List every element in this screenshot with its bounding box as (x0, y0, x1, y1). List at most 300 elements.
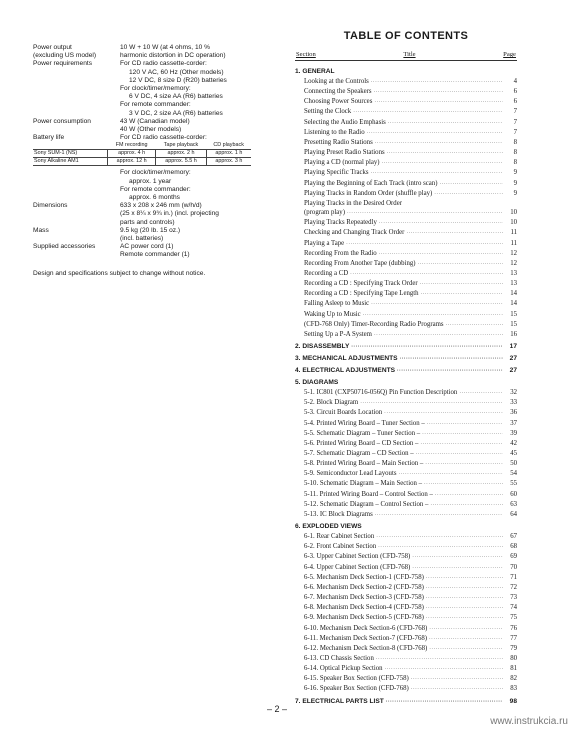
toc-sections (295, 67, 517, 707)
battery-table-cell: approx. 5.5 h (156, 158, 206, 166)
toc-section (295, 522, 517, 695)
toc-entry (295, 459, 517, 469)
toc-leader (388, 119, 503, 128)
toc-entry-title: (CFD-768 Only) Timer-Recording Radio Programs (304, 320, 444, 328)
toc-entry-page: 14 (510, 290, 517, 298)
toc-entry (295, 613, 517, 623)
toc-entry-title: 5-10. Schematic Diagram – Main Section – (304, 480, 422, 488)
toc-leader (412, 564, 503, 573)
toc-entry (295, 552, 517, 562)
toc-section (295, 366, 517, 376)
toc-entry (295, 310, 517, 320)
spec-value-line: 12 V DC, 8 size D (R20) batteries (129, 76, 227, 84)
toc-leader (421, 290, 503, 299)
spec-value-line: For CD radio cassette-corder: (120, 60, 207, 68)
toc-entry (295, 644, 517, 654)
toc-entry-page: 79 (510, 644, 517, 652)
spec-row (33, 44, 283, 52)
toc-title: TABLE OF CONTENTS (343, 30, 469, 42)
spec-row (33, 243, 283, 259)
spec-value-line: harmonic distortion in DC operation) (120, 52, 226, 60)
toc-entry-page: 7 (513, 118, 517, 126)
toc-entry-page: 16 (510, 330, 517, 338)
toc-entry-page: 74 (510, 604, 517, 612)
spec-label: (excluding US model) (33, 52, 97, 60)
spec-value-line: 10 W + 10 W (at 4 ohms, 10 % (120, 44, 210, 51)
spec-value-line: For remote commander: (120, 101, 191, 109)
toc-leader (374, 88, 503, 97)
toc-entry-page: 82 (510, 675, 517, 683)
toc-column-headers (295, 51, 517, 61)
toc-entry (295, 269, 517, 279)
toc-entry-title: Playing Specific Tracks (304, 169, 369, 177)
toc-entry (295, 674, 517, 684)
spec-value-line: For remote commander: (120, 185, 191, 193)
toc-section (295, 697, 517, 707)
toc-entry-title: 5-9. Semiconductor Lead Layouts (304, 470, 397, 478)
toc-entry (295, 439, 517, 449)
toc-leader (367, 129, 503, 138)
spec-label: Dimensions (33, 202, 68, 210)
toc-entry-title: 5-13. IC Block Diagrams (304, 510, 373, 518)
spec-rows (33, 44, 283, 142)
toc-leader (385, 665, 503, 674)
toc-entry-page: 54 (510, 470, 517, 478)
page-number: – 2 – (266, 704, 288, 714)
toc-entry-title: Choosing Power Sources (304, 98, 373, 106)
toc-entry-page: 6 (513, 88, 517, 96)
battery-table-cell: approx. 3 h (206, 158, 251, 166)
toc-entry-title: Selecting the Audio Emphasis (304, 118, 386, 126)
toc-leader (375, 139, 503, 148)
spec-value-line: 120 V AC, 60 Hz (Other models) (129, 68, 224, 76)
toc-entry-page: 10 (510, 209, 517, 217)
toc-entry-page: 42 (510, 439, 517, 447)
toc-leader (399, 470, 504, 479)
toc-entry-title: Recording a CD (304, 269, 349, 277)
toc-entry-title: 5-6. Printed Wiring Board – CD Section – (304, 439, 419, 447)
toc-entry-title: 5-2. Block Diagram (304, 399, 359, 407)
toc-entry-page: 10 (510, 219, 517, 227)
toc-leader (426, 604, 503, 613)
toc-entry-title: 5-5. Schematic Diagram – Tuner Section – (304, 429, 421, 437)
spec-label (33, 169, 120, 202)
toc-section-page: 27 (509, 367, 517, 375)
battery-table-cell: approx. 4 h (108, 150, 156, 158)
toc-leader (424, 480, 503, 489)
battery-table-row (33, 150, 251, 158)
spec-row (33, 52, 283, 60)
toc-entry (295, 168, 517, 178)
toc-entry-page: 33 (510, 399, 517, 407)
toc-entry-title: Checking and Changing Track Order (304, 229, 405, 237)
toc-entry (295, 330, 517, 340)
toc-entry-title: 6-4. Upper Cabinet Section (CFD-768) (304, 563, 411, 571)
toc-entry-title: Setting Up a P-A System (304, 330, 372, 338)
battery-table-cell: Sony Alkaline AM1 (33, 158, 108, 166)
toc-entry (295, 107, 517, 117)
spec-value-line: 633 x 208 x 246 mm (w/h/d) (120, 202, 202, 210)
toc-section-page: 98 (509, 697, 517, 705)
toc-entry-title: Playing a Tape (304, 239, 345, 247)
spec-value-line: approx. 6 months (129, 194, 180, 202)
toc-section-title (295, 354, 517, 364)
toc-section-label: 7. ELECTRICAL PARTS LIST (295, 697, 384, 705)
toc-entry (295, 449, 517, 459)
battery-table-cell: approx. 2 h (156, 150, 206, 158)
spec-value-line: 9.5 kg (20 lb. 15 oz.) (120, 226, 181, 234)
toc-leader (353, 108, 503, 117)
toc-entry-page: 50 (510, 460, 517, 468)
toc-entry-title: 6-1. Rear Cabinet Section (304, 533, 375, 541)
spec-row (33, 169, 283, 202)
toc-leader (375, 511, 503, 520)
specifications-block (33, 44, 283, 278)
spec-values (120, 44, 283, 52)
spec-label: Mass (33, 226, 49, 234)
toc-entry-page: 80 (510, 654, 517, 662)
toc-entry-page: 71 (510, 573, 517, 581)
toc-leader (347, 209, 503, 218)
toc-entry-page: 13 (510, 269, 517, 277)
toc-entry-page: 55 (510, 480, 517, 488)
toc-entry-title: Connecting the Speakers (304, 88, 372, 96)
toc-entry (295, 320, 517, 330)
toc-entry-page: 11 (510, 239, 517, 247)
toc-entry (295, 654, 517, 664)
toc-entry-page: 14 (510, 300, 517, 308)
spec-label: Power requirements (33, 60, 93, 68)
toc-entry-page: 7 (513, 108, 517, 116)
toc-leader (411, 675, 503, 684)
toc-section-page: 17 (509, 343, 517, 351)
toc-entry-title: Playing Tracks in the Desired Order (304, 199, 402, 207)
spec-value-line: 6 V DC, 4 size AA (R6) batteries (129, 93, 223, 101)
toc-leader (429, 635, 503, 644)
toc-leader (374, 98, 503, 107)
toc-entry (295, 148, 517, 158)
toc-entry (295, 388, 517, 398)
toc-entry-title: Recording From the Radio (304, 249, 377, 257)
toc-entry-page: 69 (510, 553, 517, 561)
spec-value-line: (incl. batteries) (120, 235, 164, 243)
toc-leader (351, 342, 503, 352)
toc-section-title (295, 67, 517, 77)
toc-entry-title: 6-8. Mechanism Deck Section-4 (CFD-758) (304, 604, 424, 612)
toc-section-title (295, 522, 517, 532)
toc-entry-page: 9 (513, 189, 517, 197)
toc-entry-title: 6-13. CD Chassis Section (304, 654, 374, 662)
toc-entry (295, 77, 517, 87)
toc-entry-title: Playing Tracks Repeatedly (304, 219, 377, 227)
toc-entry-page: 39 (510, 429, 517, 437)
spec-value-line: 40 W (Other models) (120, 126, 182, 134)
battery-table-header-cell: Tape playback (156, 142, 206, 150)
spec-value-line: (25 x 8¼ x 9¾ in.) (incl. projecting (120, 210, 219, 218)
toc-entry (295, 228, 517, 238)
toc-entry (295, 97, 517, 107)
toc-entry-title: Setting the Clock (304, 108, 352, 116)
spec-values (120, 227, 283, 243)
toc-entry (295, 664, 517, 674)
toc-leader (426, 574, 503, 583)
spec-values (120, 169, 283, 202)
toc-entry-page: 70 (510, 563, 517, 571)
toc-col-page: Page (503, 51, 516, 58)
toc-entry (295, 469, 517, 479)
toc-entry-continuation: (program play) (304, 209, 345, 217)
toc-entry-title: Recording From Another Tape (dubbing) (304, 259, 416, 267)
toc-entry-page: 37 (510, 419, 517, 427)
battery-table-header-cell: FM recording (108, 142, 156, 150)
toc-entry-page: 8 (513, 159, 517, 167)
toc-entry (295, 118, 517, 128)
toc-entry-page: 60 (510, 490, 517, 498)
toc-entry-title: Looking at the Controls (304, 78, 369, 85)
toc-entry-title: Waking Up to Music (304, 310, 361, 318)
toc-entry-title: 6-12. Mechanism Deck Section-8 (CFD-768) (304, 644, 428, 652)
watermark: www.instrukcia.ru (490, 716, 568, 727)
toc-entry (295, 510, 517, 520)
toc-entry (295, 189, 517, 199)
toc-entry-continued (295, 208, 517, 218)
toc-entry-page: 36 (510, 409, 517, 417)
toc-leader (350, 270, 503, 279)
toc-leader (434, 190, 503, 199)
spec-rows-after (33, 169, 283, 259)
spec-row (33, 60, 283, 117)
battery-table-header (33, 142, 251, 150)
toc-entry-page: 15 (510, 310, 517, 318)
toc-leader (400, 354, 503, 364)
battery-life-table (33, 142, 251, 166)
toc-leader (426, 594, 503, 603)
toc-leader (382, 159, 503, 168)
toc-leader (418, 260, 503, 269)
toc-section (295, 354, 517, 364)
toc-leader (420, 280, 503, 289)
toc-entry-page: 15 (510, 320, 517, 328)
toc-entry-page: 13 (510, 280, 517, 288)
toc-leader (430, 501, 503, 510)
toc-entry-title: 5-8. Printed Wiring Board – Main Section – (304, 460, 424, 468)
toc-leader (422, 430, 503, 439)
toc-leader (371, 169, 503, 178)
spec-value-line: 3 V DC, 2 size AA (R6) batteries (129, 109, 223, 117)
toc-entry (295, 218, 517, 228)
toc-entry-title: 6-16. Speaker Box Section (CFD-768) (304, 685, 409, 693)
toc-entry-title: Presetting Radio Stations (304, 138, 373, 146)
toc-entry-title: Recording a CD : Specifying Track Order (304, 280, 418, 288)
spec-label: Power consumption (33, 117, 91, 125)
toc-entry-title: Playing the Beginning of Each Track (intro scan) (304, 179, 438, 187)
toc-entry (295, 490, 517, 500)
toc-leader (360, 399, 503, 408)
toc-entry (295, 542, 517, 552)
toc-entry-page: 9 (513, 179, 517, 187)
toc-entry (295, 624, 517, 634)
toc-entry (295, 289, 517, 299)
toc-leader (371, 300, 503, 309)
toc-section (295, 67, 517, 340)
toc-entry (295, 179, 517, 189)
toc-leader (439, 180, 503, 189)
battery-table-cell: approx. 12 h (108, 158, 156, 166)
spec-value-line: For clock/timer/memory: (120, 85, 191, 93)
toc-leader (406, 229, 503, 238)
spec-label: Power output (33, 44, 72, 51)
toc-entry-title: Playing Preset Radio Stations (304, 149, 385, 157)
spec-values (120, 202, 283, 227)
toc-entry-title: 6-10. Mechanism Deck Section-6 (CFD-768) (304, 624, 428, 632)
toc-entry-title: Falling Asleep to Music (304, 300, 370, 308)
toc-leader (446, 321, 503, 330)
toc-entry-title: 6-5. Mechanism Deck Section-1 (CFD-758) (304, 573, 424, 581)
toc-entry-page: 8 (513, 138, 517, 146)
toc-entry-title: 6-6. Mechanism Deck Section-2 (CFD-758) (304, 583, 424, 591)
toc-leader (435, 491, 503, 500)
toc-leader (384, 409, 503, 418)
toc-section-page: 27 (509, 355, 517, 363)
spec-row (33, 202, 283, 227)
toc-entry-title: 6-9. Mechanism Deck Section-5 (CFD-768) (304, 614, 424, 622)
toc-section-label: 5. DIAGRAMS (295, 379, 339, 387)
toc-leader (376, 655, 503, 664)
toc-entry (295, 239, 517, 249)
toc-entry (295, 87, 517, 97)
toc-leader (387, 149, 503, 158)
spec-value-line: AC power cord (1) (120, 243, 174, 251)
toc-leader (411, 685, 503, 694)
toc-section-label: 1. GENERAL (295, 68, 335, 75)
toc-entry (295, 563, 517, 573)
toc-leader (376, 533, 503, 542)
toc-entry-page: 72 (510, 583, 517, 591)
toc-entry-page: 12 (510, 259, 517, 267)
toc-leader (378, 543, 503, 552)
toc-section (295, 378, 517, 520)
toc-entry (295, 158, 517, 168)
battery-table-header-cell (33, 142, 108, 150)
toc-entry-title: 5-4. Printed Wiring Board – Tuner Section – (304, 419, 425, 427)
toc-entry (295, 532, 517, 542)
spec-row (33, 118, 283, 134)
toc-leader (371, 78, 503, 87)
spec-value-line: 43 W (Canadian model) (120, 117, 190, 125)
toc-entry-page: 77 (510, 634, 517, 642)
table-of-contents (295, 30, 517, 709)
toc-entry-page: 8 (513, 149, 517, 157)
toc-entry (295, 128, 517, 138)
toc-entry-page: 4 (513, 78, 517, 85)
toc-section-title (295, 697, 517, 707)
toc-entry-title: 5-12. Schematic Diagram – Control Section – (304, 500, 429, 508)
toc-entry (295, 479, 517, 489)
spec-value-line: For CD radio cassette-corder: (120, 134, 207, 142)
spec-row (33, 227, 283, 243)
spec-value-line: approx. 1 year (129, 177, 172, 185)
toc-leader (427, 420, 503, 429)
toc-section-title (295, 378, 517, 388)
toc-section-label: 6. EXPLODED VIEWS (295, 523, 362, 531)
toc-entry (295, 299, 517, 309)
toc-entry (295, 279, 517, 289)
spec-row (33, 134, 283, 142)
toc-section-title (295, 366, 517, 376)
toc-entry-page: 7 (513, 128, 517, 136)
battery-table-body (33, 150, 251, 166)
toc-entry (295, 593, 517, 603)
toc-entry-title: Recording a CD : Specifying Tape Length (304, 290, 419, 298)
toc-entry (295, 398, 517, 408)
toc-entry (295, 634, 517, 644)
toc-section-label: 2. DISASSEMBLY (295, 343, 350, 351)
toc-leader (429, 645, 503, 654)
spec-values (120, 118, 283, 134)
toc-entry-title: 6-7. Mechanism Deck Section-3 (CFD-758) (304, 594, 424, 602)
toc-entry-page: 9 (513, 169, 517, 177)
toc-entry-title: 6-15. Speaker Box Section (CFD-758) (304, 675, 409, 683)
toc-col-section: Section (296, 51, 316, 58)
toc-section (295, 342, 517, 352)
toc-entry (295, 583, 517, 593)
toc-leader (379, 250, 503, 259)
toc-leader (374, 331, 503, 340)
toc-section-label: 3. MECHANICAL ADJUSTMENTS (295, 355, 398, 363)
toc-entry-page: 64 (510, 510, 517, 518)
toc-entry-title: Playing Tracks in Random Order (shuffle play) (304, 189, 433, 197)
battery-table-cell: Sony SUM-1 (NS) (33, 150, 108, 158)
toc-leader (429, 625, 503, 634)
toc-leader (426, 614, 503, 623)
toc-entry-title: 5-11. Printed Wiring Board – Control Section – (304, 490, 433, 498)
spec-values (120, 60, 283, 117)
toc-entry-page: 45 (510, 450, 517, 457)
toc-leader (346, 240, 503, 249)
toc-leader (363, 311, 503, 320)
toc-leader (420, 440, 503, 449)
toc-section-label: 4. ELECTRICAL ADJUSTMENTS (295, 367, 396, 375)
toc-entry (295, 259, 517, 269)
toc-leader (386, 697, 503, 707)
toc-entry (295, 419, 517, 429)
toc-entry (295, 500, 517, 510)
toc-entry (295, 573, 517, 583)
toc-entry-page: 83 (510, 685, 517, 693)
toc-entry-page: 76 (510, 624, 517, 632)
toc-entry-page: 73 (510, 594, 517, 602)
spec-values (120, 134, 283, 142)
toc-entry-page: 12 (510, 249, 517, 257)
toc-leader (459, 389, 503, 398)
toc-entry-page: 81 (510, 665, 517, 673)
toc-entry (295, 408, 517, 418)
toc-entry (295, 249, 517, 259)
toc-leader (412, 553, 503, 562)
spec-value-line: parts and controls) (120, 218, 175, 226)
toc-entry (295, 138, 517, 148)
toc-entry-title: 6-11. Mechanism Deck Section-7 (CFD-768) (304, 634, 428, 642)
toc-entry-page: 11 (510, 229, 517, 237)
toc-leader (426, 584, 503, 593)
toc-entry-multiline (295, 199, 517, 218)
battery-table-cell: approx. 1 h (206, 150, 251, 158)
spec-values (120, 243, 283, 259)
toc-entry-title: Playing a CD (normal play) (304, 159, 380, 167)
toc-entry-page: 32 (510, 389, 517, 397)
toc-col-title: Title (403, 51, 416, 58)
toc-entry (295, 603, 517, 613)
